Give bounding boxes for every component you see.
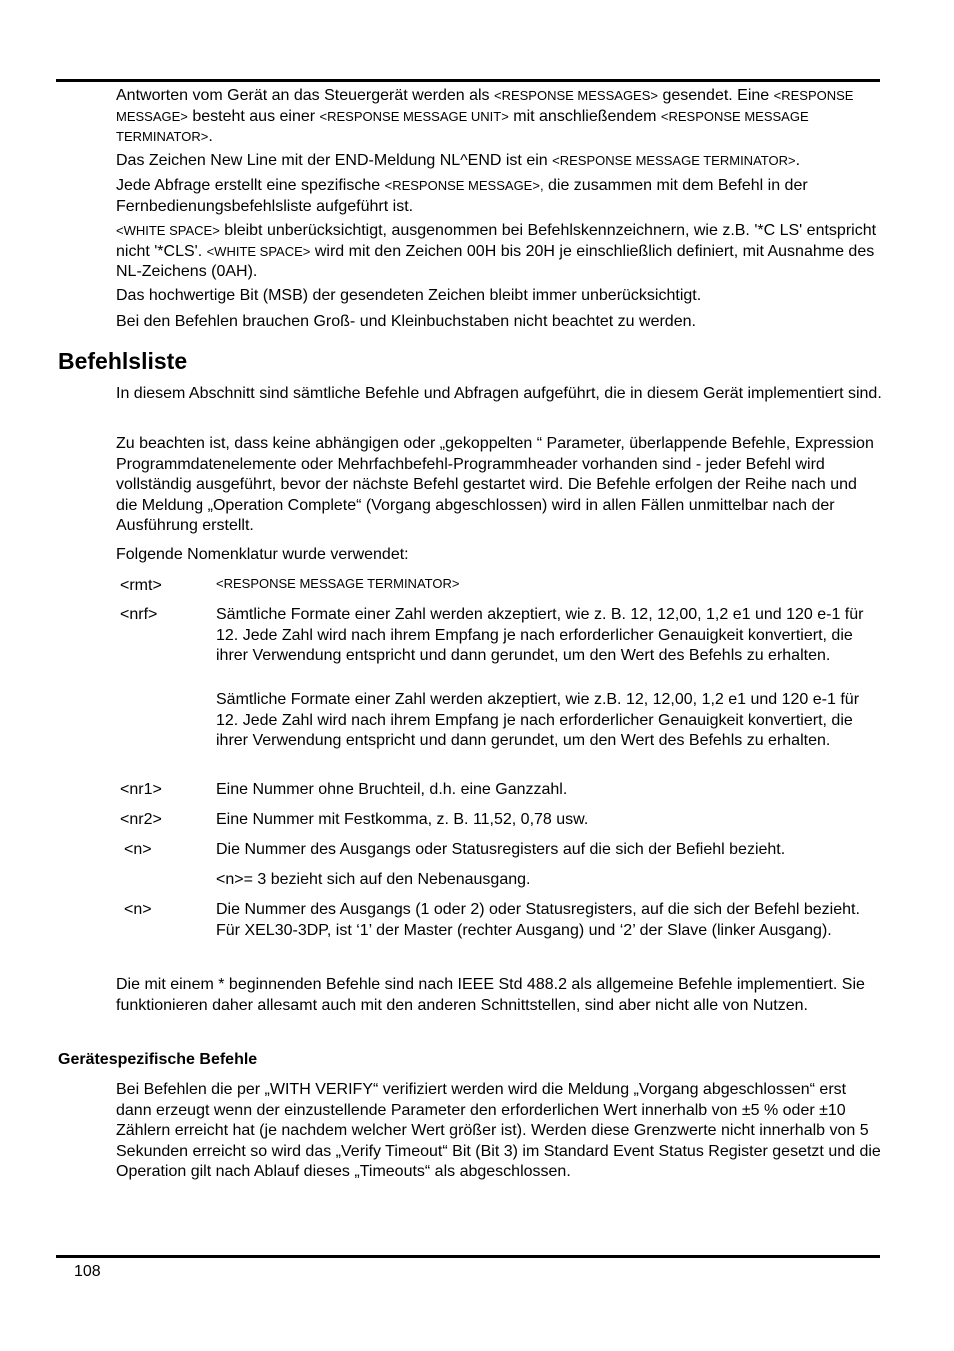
paragraph-section-intro: In diesem Abschnitt sind sämtliche Befehle und Abfragen aufgeführt, die in diesem Gerät implementiert sind. <box>116 385 882 402</box>
paragraph-section-notes: Zu beachten ist, dass keine abhängigen oder „gekoppelten “ Parameter, überlappende Befehle, Expression Programmdatenelemente oder Mehrfachbefehl-Programmheader vorhanden sind - jeder Befehl wird vollständig ausgeführt, bevor der nächste Befehl gestartet wird. Die Befehle erfolgen der Reihe nach und die Meldung „Operation Complete“ (Vorgang abgeschlossen) wird in allen Fällen unmittelbar nach der Ausführung erstellt. <box>116 435 874 534</box>
top-rule <box>56 79 880 82</box>
paragraph-msb: Das hochwertige Bit (MSB) der gesendeten Zeichen bleibt immer unberücksichtigt. <box>116 287 702 304</box>
paragraph-ieee-commands: Die mit einem * beginnenden Befehle sind nach IEEE Std 488.2 als allgemeine Befehle implementiert. Sie funktionieren daher allesamt auch mit den anderen Schnittstellen, sind aber nicht alle von Nutzen. <box>116 976 865 1014</box>
nomenclature-term: <n> <box>124 901 152 918</box>
nomenclature-term: <nrf> <box>120 606 158 623</box>
nomenclature-definition: Sämtliche Formate einer Zahl werden akzeptiert, wie z.B. 12, 12,00, 1,2 e1 und 120 e-1 für 12. Jede Zahl wird nach ihrem Empfang je nach erforderlicher Genauigkeit konvertiert, die ihrer Verwendung entspricht und dann gerundet, um den Wert des Befehls zu erhalten. <box>216 691 860 749</box>
nomenclature-definition: Die Nummer des Ausgangs (1 oder 2) oder Statusregisters, auf die sich der Befehl bezieht. Für XEL30-3DP, ist ‘1’ der Master (rechter Ausgang) und ‘2’ der Slave (linker Ausgang). <box>216 901 860 939</box>
nomenclature-definition: Eine Nummer ohne Bruchteil, d.h. eine Ganzzahl. <box>216 781 568 798</box>
nomenclature-term: <rmt> <box>120 577 162 594</box>
nomenclature-term: <nr2> <box>120 811 162 828</box>
paragraph-response-messages: Antworten vom Gerät an das Steuergerät werden als <RESPONSE MESSAGES> gesendet. Eine <RESPONSE MESSAGE> besteht aus einer <RESPONSE MESSAGE UNIT> mit anschließendem <RESPONSE MESSAGE TERMINATOR>. <box>116 87 854 145</box>
page-number: 108 <box>74 1263 101 1280</box>
paragraph-with-verify: Bei Befehlen die per „WITH VERIFY“ verifiziert werden wird die Meldung „Vorgang abgeschlossen“ erst dann erzeugt wenn der einzustellende Parameter den erforderlichen Wert innerhalb von ±5 % oder ±10 Zählern erreicht hat (je nachdem welcher Wert größer ist). Werden diese Grenzwerte nicht innerhalb von 5 Sekunden erreicht so wird das „Verify Timeout“ Bit (Bit 3) im Standard Event Status Register gesetzt und die Operation gilt nach Ablauf dieses „Timeouts“ als abgeschlossen. <box>116 1081 881 1180</box>
nomenclature-definition: Eine Nummer mit Festkomma, z. B. 11,52, 0,78 usw. <box>216 811 589 828</box>
paragraph-white-space: <WHITE SPACE> bleibt unberücksichtigt, ausgenommen bei Befehlskennzeichnern, wie z.B. '*C LS' entspricht nicht '*CLS'. <WHITE SPACE> wird mit den Zeichen 00H bis 20H je einschließlich definiert, mit Ausnahme des NL-Zeichens (0AH). <box>116 222 877 280</box>
subsection-title: Gerätespezifische Befehle <box>58 1051 258 1068</box>
paragraph-nomenclature-intro: Folgende Nomenklatur wurde verwendet: <box>116 546 409 563</box>
paragraph-case: Bei den Befehlen brauchen Groß- und Kleinbuchstaben nicht beachtet zu werden. <box>116 313 696 330</box>
section-title: Befehlsliste <box>58 348 188 374</box>
nomenclature-definition: Sämtliche Formate einer Zahl werden akzeptiert, wie z. B. 12, 12,00, 1,2 e1 und 120 e-1 für 12. Jede Zahl wird nach ihrem Empfang je nach erforderlicher Genauigkeit konvertiert, die ihrer Verwendung entspricht und dann gerundet, um den Wert des Befehls zu erhalten. <box>216 606 864 664</box>
paragraph-new-line: Das Zeichen New Line mit der END-Meldung NL^END ist ein <RESPONSE MESSAGE TERMINATOR>. <box>116 152 801 169</box>
bottom-rule <box>56 1255 880 1258</box>
nomenclature-definition: Die Nummer des Ausgangs oder Statusregisters auf die sich der Befiehl bezieht. <box>216 841 786 858</box>
nomenclature-term: <n> <box>124 841 152 858</box>
nomenclature-term: <nr1> <box>120 781 162 798</box>
nomenclature-definition: <n>= 3 bezieht sich auf den Nebenausgang. <box>216 871 531 888</box>
paragraph-query: Jede Abfrage erstellt eine spezifische <RESPONSE MESSAGE>, die zusammen mit dem Befehl in der Fernbedienungsbefehlsliste aufgeführt ist. <box>116 177 808 215</box>
nomenclature-definition: <RESPONSE MESSAGE TERMINATOR> <box>216 576 460 591</box>
